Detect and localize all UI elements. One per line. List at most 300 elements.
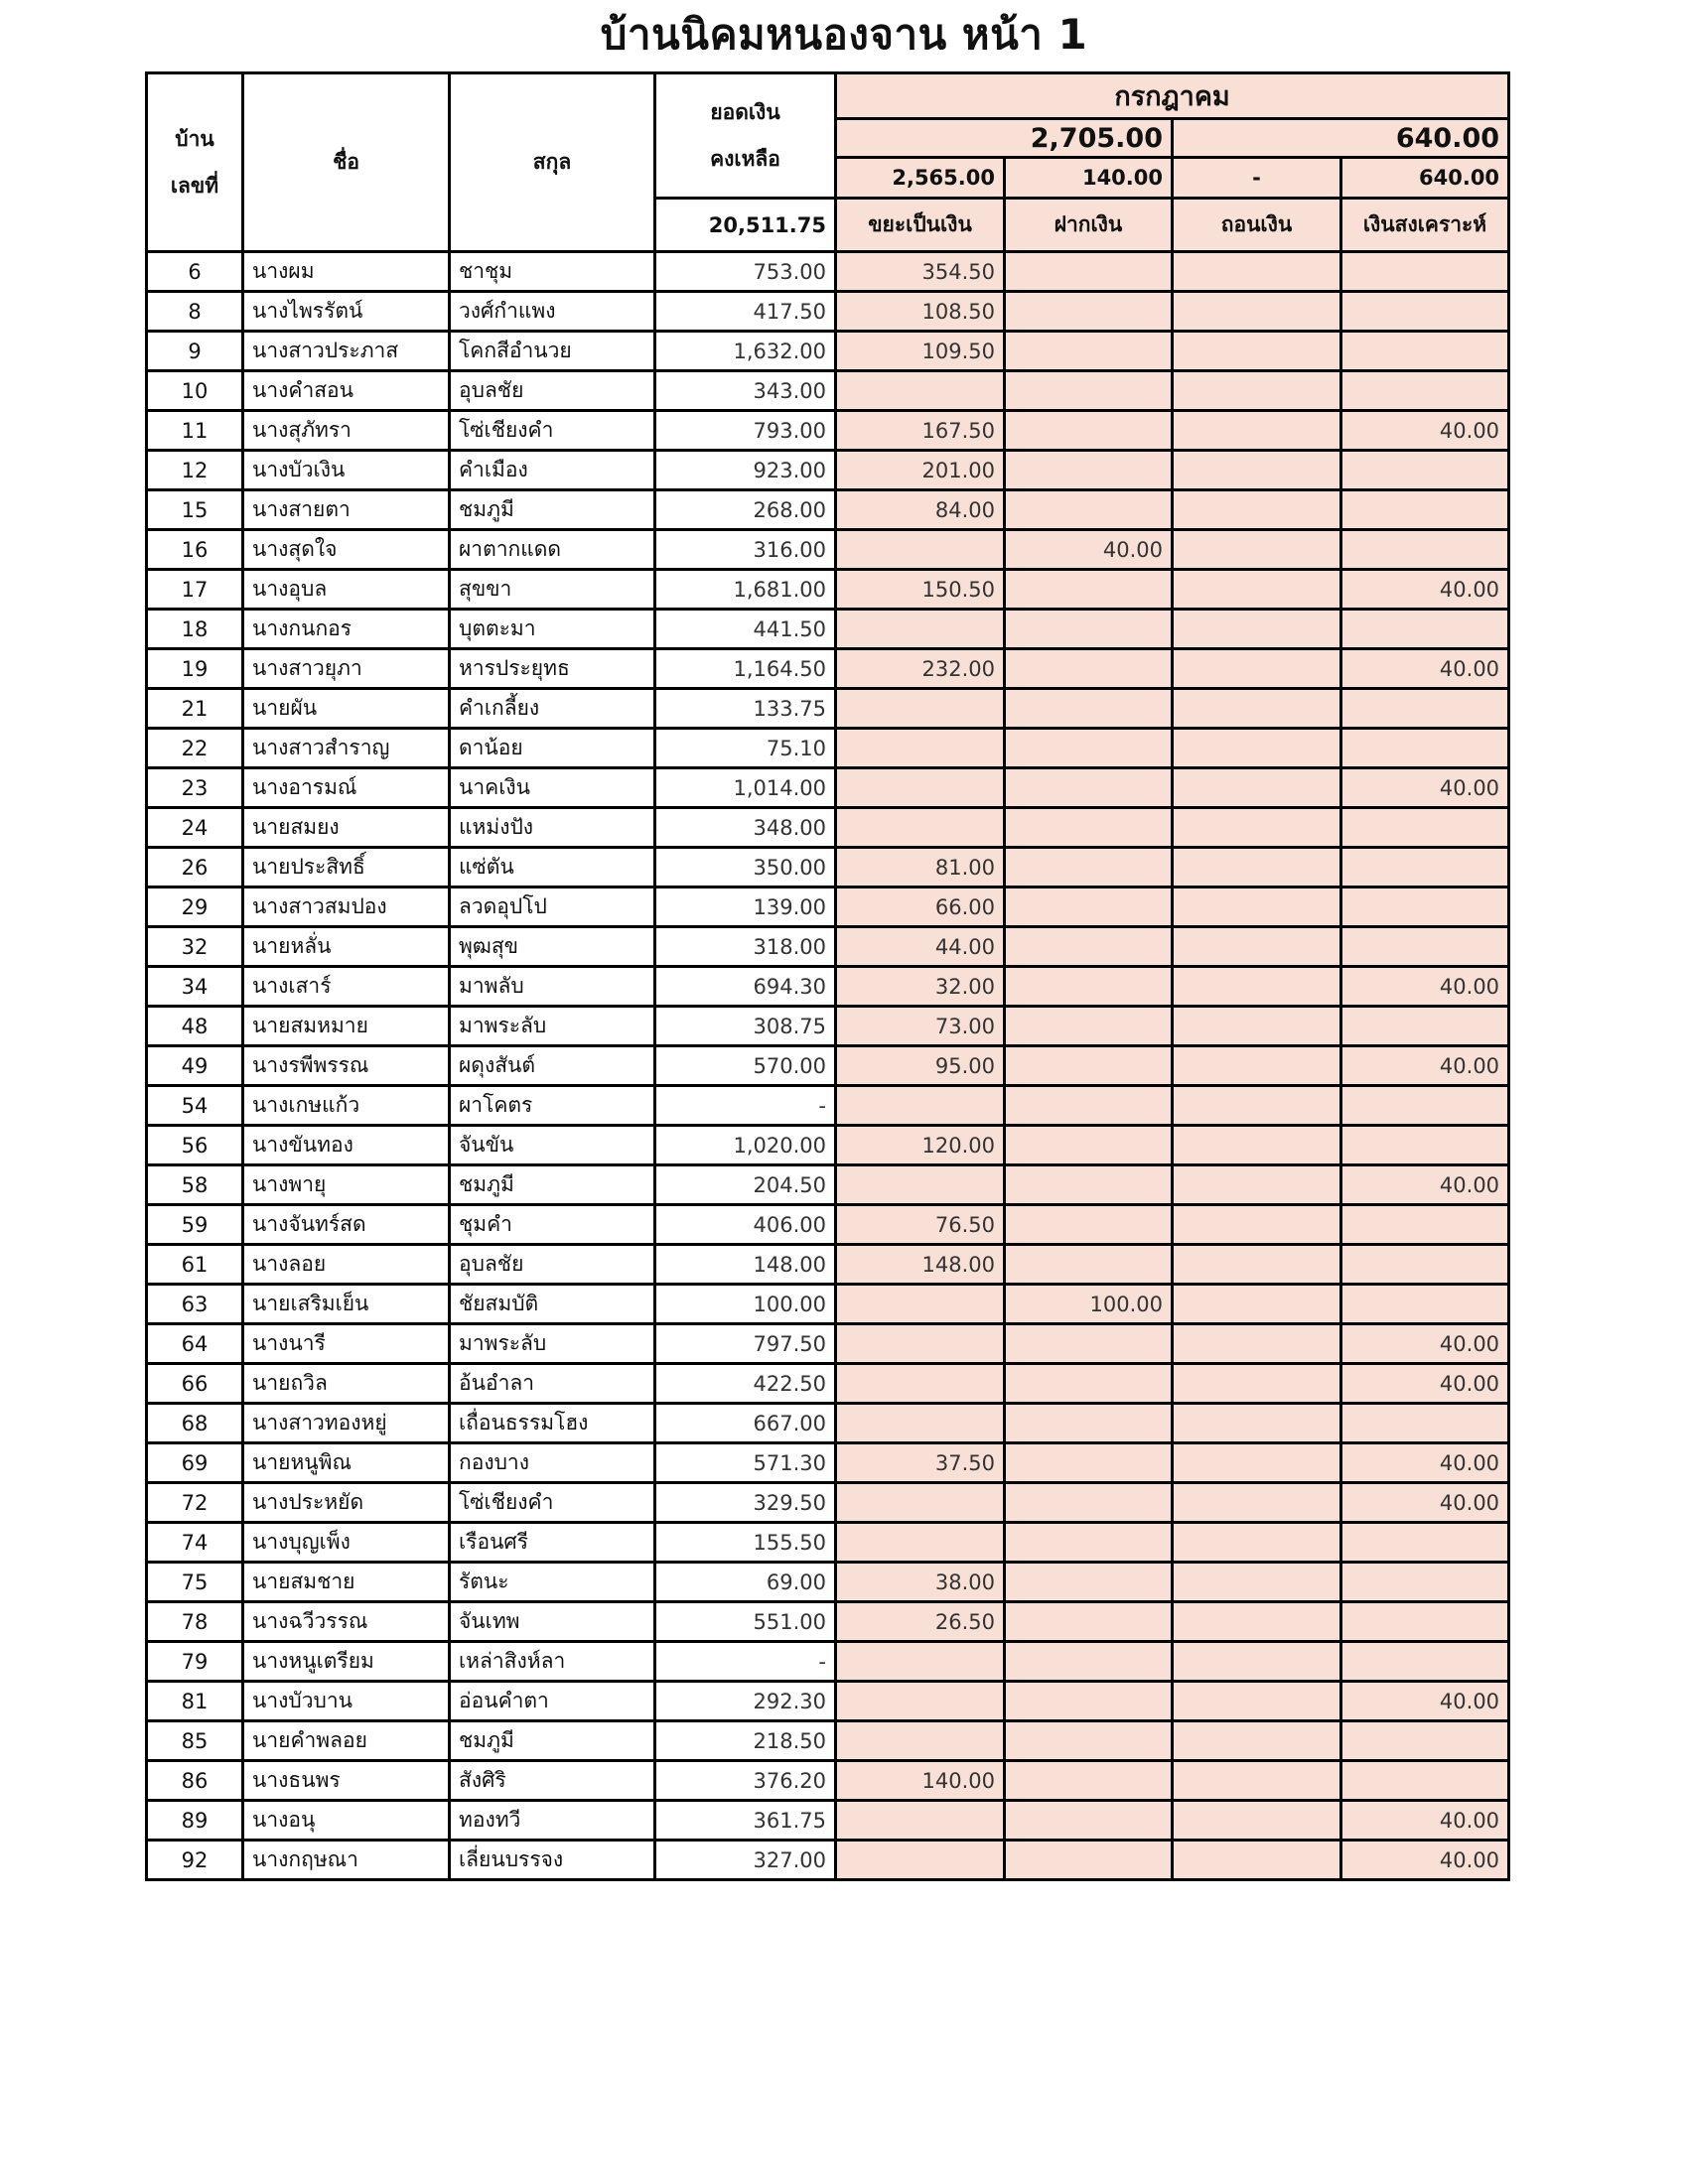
table-row (147, 729, 1509, 768)
cell-welfare (1341, 1404, 1509, 1443)
cell-balance: 1,632.00 (655, 332, 836, 371)
cell-surname: อุบลชัย (450, 371, 655, 411)
cell-name: นายผัน (243, 689, 450, 729)
cell-deposit (1005, 649, 1173, 689)
cell-name: นายสมยง (243, 808, 450, 848)
cell-withdraw (1173, 530, 1341, 570)
cell-garbage: 66.00 (836, 887, 1005, 927)
cell-deposit (1005, 1364, 1173, 1404)
table-row (147, 451, 1509, 490)
table-row (147, 1483, 1509, 1523)
balance-total: 20,511.75 (655, 199, 836, 252)
cell-garbage (836, 1801, 1005, 1841)
cell-balance: 793.00 (655, 411, 836, 451)
cell-welfare: 40.00 (1341, 1443, 1509, 1483)
subtotal-left: 2,705.00 (836, 119, 1173, 158)
cell-balance: 376.20 (655, 1761, 836, 1801)
cell-garbage: 95.00 (836, 1046, 1005, 1086)
cell-balance: 148.00 (655, 1245, 836, 1285)
cell-deposit (1005, 1324, 1173, 1364)
cell-withdraw (1173, 1285, 1341, 1324)
cell-welfare: 40.00 (1341, 1165, 1509, 1205)
cell-deposit (1005, 411, 1173, 451)
table-row (147, 1602, 1509, 1642)
cell-garbage (836, 1721, 1005, 1761)
cell-surname: สังศิริ (450, 1761, 655, 1801)
cell-surname: กองบาง (450, 1443, 655, 1483)
cell-withdraw (1173, 1364, 1341, 1404)
cell-deposit (1005, 887, 1173, 927)
cell-garbage (836, 1086, 1005, 1126)
cell-garbage: 84.00 (836, 490, 1005, 530)
table-row (147, 1205, 1509, 1245)
cell-house-no: 85 (147, 1721, 243, 1761)
table-row (147, 887, 1509, 927)
cell-name: นางเกษแก้ว (243, 1086, 450, 1126)
cell-surname: โซ่เชียงคำ (450, 411, 655, 451)
table-row (147, 1841, 1509, 1880)
cell-surname: คำเกลี้ยง (450, 689, 655, 729)
cell-welfare (1341, 848, 1509, 887)
cell-garbage (836, 1682, 1005, 1721)
cell-house-no: 63 (147, 1285, 243, 1324)
cell-withdraw (1173, 1404, 1341, 1443)
table-row (147, 768, 1509, 808)
cell-deposit (1005, 451, 1173, 490)
cell-welfare (1341, 729, 1509, 768)
table-row (147, 1324, 1509, 1364)
cell-withdraw (1173, 768, 1341, 808)
cell-welfare: 40.00 (1341, 570, 1509, 610)
cell-withdraw (1173, 411, 1341, 451)
col-deposit: ฝากเงิน (1005, 199, 1173, 252)
cell-balance: 923.00 (655, 451, 836, 490)
cell-withdraw (1173, 1443, 1341, 1483)
cell-withdraw (1173, 887, 1341, 927)
cell-garbage: 73.00 (836, 1007, 1005, 1046)
cell-surname: วงศ์กำแพง (450, 292, 655, 332)
cell-house-no: 16 (147, 530, 243, 570)
cell-welfare (1341, 689, 1509, 729)
col-welfare: เงินสงเคราะห์ (1341, 199, 1509, 252)
cell-surname: ชุมคำ (450, 1205, 655, 1245)
cell-garbage: 140.00 (836, 1761, 1005, 1801)
cell-balance: 318.00 (655, 927, 836, 967)
header-name: ชื่อ (243, 73, 450, 252)
cell-surname: สุขขา (450, 570, 655, 610)
cell-withdraw (1173, 927, 1341, 967)
cell-welfare (1341, 332, 1509, 371)
cell-garbage (836, 768, 1005, 808)
cell-surname: แซ่ตัน (450, 848, 655, 887)
cell-withdraw (1173, 1642, 1341, 1682)
cell-deposit (1005, 371, 1173, 411)
cell-withdraw (1173, 332, 1341, 371)
cell-house-no: 56 (147, 1126, 243, 1165)
total-garbage: 2,565.00 (836, 158, 1005, 199)
table-row (147, 1126, 1509, 1165)
cell-house-no: 10 (147, 371, 243, 411)
cell-name: นางบัวเงิน (243, 451, 450, 490)
table-row (147, 530, 1509, 570)
col-garbage: ขยะเป็นเงิน (836, 199, 1005, 252)
table-row (147, 1563, 1509, 1602)
cell-house-no: 54 (147, 1086, 243, 1126)
cell-deposit (1005, 1682, 1173, 1721)
cell-deposit (1005, 252, 1173, 292)
cell-deposit (1005, 610, 1173, 649)
cell-house-no: 9 (147, 332, 243, 371)
cell-surname: มาพระลับ (450, 1007, 655, 1046)
table-row (147, 1682, 1509, 1721)
cell-withdraw (1173, 1602, 1341, 1642)
cell-withdraw (1173, 1841, 1341, 1880)
cell-name: นายถวิล (243, 1364, 450, 1404)
cell-deposit (1005, 292, 1173, 332)
cell-withdraw (1173, 1046, 1341, 1086)
cell-surname: ชมภูมี (450, 1721, 655, 1761)
table-row (147, 1086, 1509, 1126)
cell-house-no: 69 (147, 1443, 243, 1483)
cell-welfare: 40.00 (1341, 768, 1509, 808)
cell-surname: ลวดอุปโป (450, 887, 655, 927)
cell-deposit (1005, 1563, 1173, 1602)
cell-house-no: 92 (147, 1841, 243, 1880)
cell-withdraw (1173, 1165, 1341, 1205)
cell-balance: 1,014.00 (655, 768, 836, 808)
table-row (147, 1165, 1509, 1205)
cell-balance: 348.00 (655, 808, 836, 848)
cell-garbage: 76.50 (836, 1205, 1005, 1245)
cell-welfare (1341, 1086, 1509, 1126)
cell-name: นางจันทร์สด (243, 1205, 450, 1245)
cell-surname: อ้นอำลา (450, 1364, 655, 1404)
cell-name: นางบัวบาน (243, 1682, 450, 1721)
cell-welfare (1341, 1761, 1509, 1801)
cell-welfare (1341, 808, 1509, 848)
cell-welfare: 40.00 (1341, 1364, 1509, 1404)
cell-deposit: 40.00 (1005, 530, 1173, 570)
cell-surname: มาพระลับ (450, 1324, 655, 1364)
cell-balance: 292.30 (655, 1682, 836, 1721)
cell-deposit (1005, 1245, 1173, 1285)
cell-garbage: 150.50 (836, 570, 1005, 610)
cell-balance: 139.00 (655, 887, 836, 927)
cell-name: นายหนูพิณ (243, 1443, 450, 1483)
cell-garbage (836, 808, 1005, 848)
header-house-no-line1: บ้าน (175, 126, 214, 151)
cell-name: นางอารมณ์ (243, 768, 450, 808)
table-row (147, 1285, 1509, 1324)
cell-balance: 343.00 (655, 371, 836, 411)
cell-deposit (1005, 689, 1173, 729)
cell-house-no: 72 (147, 1483, 243, 1523)
cell-name: นางสาวสมปอง (243, 887, 450, 927)
cell-name: นางเสาร์ (243, 967, 450, 1007)
cell-deposit (1005, 927, 1173, 967)
cell-withdraw (1173, 729, 1341, 768)
cell-garbage: 109.50 (836, 332, 1005, 371)
table-row (147, 570, 1509, 610)
cell-garbage (836, 1642, 1005, 1682)
col-withdraw: ถอนเงิน (1173, 199, 1341, 252)
cell-surname: รัตนะ (450, 1563, 655, 1602)
table-row (147, 610, 1509, 649)
cell-welfare (1341, 927, 1509, 967)
cell-balance: 308.75 (655, 1007, 836, 1046)
cell-surname: เรือนศรี (450, 1523, 655, 1563)
cell-withdraw (1173, 1682, 1341, 1721)
cell-garbage: 32.00 (836, 967, 1005, 1007)
cell-name: นางประหยัด (243, 1483, 450, 1523)
cell-balance: 1,681.00 (655, 570, 836, 610)
cell-surname: ชาชุม (450, 252, 655, 292)
cell-name: นางสุภัทรา (243, 411, 450, 451)
cell-deposit (1005, 1126, 1173, 1165)
cell-balance: 417.50 (655, 292, 836, 332)
cell-surname: ชมภูมี (450, 1165, 655, 1205)
cell-surname: หารประยุทธ (450, 649, 655, 689)
cell-garbage (836, 689, 1005, 729)
cell-house-no: 79 (147, 1642, 243, 1682)
cell-garbage: 38.00 (836, 1563, 1005, 1602)
cell-withdraw (1173, 1563, 1341, 1602)
cell-name: นางผม (243, 252, 450, 292)
cell-withdraw (1173, 967, 1341, 1007)
cell-garbage (836, 1364, 1005, 1404)
cell-balance: 218.50 (655, 1721, 836, 1761)
cell-house-no: 68 (147, 1404, 243, 1443)
cell-surname: นาคเงิน (450, 768, 655, 808)
cell-balance: 1,020.00 (655, 1126, 836, 1165)
cell-withdraw (1173, 1324, 1341, 1364)
cell-balance: 316.00 (655, 530, 836, 570)
cell-house-no: 64 (147, 1324, 243, 1364)
header-house-no-line2: เลขที่ (170, 173, 219, 198)
cell-welfare (1341, 1642, 1509, 1682)
cell-deposit (1005, 1642, 1173, 1682)
cell-welfare (1341, 490, 1509, 530)
cell-withdraw (1173, 1245, 1341, 1285)
table-row (147, 649, 1509, 689)
cell-withdraw (1173, 848, 1341, 887)
cell-house-no: 21 (147, 689, 243, 729)
cell-name: นางขันทอง (243, 1126, 450, 1165)
cell-withdraw (1173, 1086, 1341, 1126)
cell-house-no: 86 (147, 1761, 243, 1801)
cell-house-no: 66 (147, 1364, 243, 1404)
cell-garbage (836, 1285, 1005, 1324)
cell-withdraw (1173, 371, 1341, 411)
cell-deposit (1005, 1721, 1173, 1761)
cell-balance: 441.50 (655, 610, 836, 649)
cell-garbage (836, 1165, 1005, 1205)
table-row (147, 1443, 1509, 1483)
cell-name: นางนารี (243, 1324, 450, 1364)
cell-name: นางบุญเพ็ง (243, 1523, 450, 1563)
cell-welfare (1341, 371, 1509, 411)
cell-garbage: 148.00 (836, 1245, 1005, 1285)
table-row (147, 1523, 1509, 1563)
cell-garbage: 201.00 (836, 451, 1005, 490)
cell-name: นางกนกอร (243, 610, 450, 649)
cell-surname: ชมภูมี (450, 490, 655, 530)
cell-deposit (1005, 1841, 1173, 1880)
table-row (147, 332, 1509, 371)
cell-welfare: 40.00 (1341, 1841, 1509, 1880)
cell-deposit (1005, 1086, 1173, 1126)
cell-deposit (1005, 1046, 1173, 1086)
table-row (147, 490, 1509, 530)
cell-welfare (1341, 1007, 1509, 1046)
cell-name: นางอุบล (243, 570, 450, 610)
cell-house-no: 81 (147, 1682, 243, 1721)
cell-balance: - (655, 1086, 836, 1126)
cell-withdraw (1173, 1007, 1341, 1046)
cell-garbage (836, 1483, 1005, 1523)
cell-surname: ผดุงสันต์ (450, 1046, 655, 1086)
cell-house-no: 11 (147, 411, 243, 451)
cell-withdraw (1173, 451, 1341, 490)
cell-deposit: 100.00 (1005, 1285, 1173, 1324)
cell-house-no: 89 (147, 1801, 243, 1841)
cell-house-no: 22 (147, 729, 243, 768)
cell-welfare: 40.00 (1341, 1324, 1509, 1364)
cell-house-no: 58 (147, 1165, 243, 1205)
header-surname: สกุล (450, 73, 655, 252)
cell-garbage: 26.50 (836, 1602, 1005, 1642)
cell-surname: ผาโคตร (450, 1086, 655, 1126)
table-row (147, 1761, 1509, 1801)
cell-house-no: 34 (147, 967, 243, 1007)
cell-deposit (1005, 729, 1173, 768)
cell-name: นายสมหมาย (243, 1007, 450, 1046)
cell-name: นางสาวสำราญ (243, 729, 450, 768)
cell-garbage (836, 1841, 1005, 1880)
table-row (147, 411, 1509, 451)
cell-garbage: 44.00 (836, 927, 1005, 967)
cell-house-no: 29 (147, 887, 243, 927)
cell-garbage (836, 1324, 1005, 1364)
cell-welfare: 40.00 (1341, 967, 1509, 1007)
cell-deposit (1005, 808, 1173, 848)
subtotal-right: 640.00 (1173, 119, 1509, 158)
cell-name: นางสาวยุภา (243, 649, 450, 689)
cell-house-no: 8 (147, 292, 243, 332)
cell-withdraw (1173, 610, 1341, 649)
cell-name: นางสุดใจ (243, 530, 450, 570)
cell-deposit (1005, 1602, 1173, 1642)
table-row (147, 1007, 1509, 1046)
cell-surname: ดาน้อย (450, 729, 655, 768)
cell-withdraw (1173, 292, 1341, 332)
cell-name: นางรพีพรรณ (243, 1046, 450, 1086)
cell-garbage: 354.50 (836, 252, 1005, 292)
cell-name: นางสาวประภาส (243, 332, 450, 371)
cell-name: นายเสริมเย็น (243, 1285, 450, 1324)
cell-balance: 406.00 (655, 1205, 836, 1245)
total-withdraw: - (1173, 158, 1341, 199)
cell-withdraw (1173, 808, 1341, 848)
cell-balance: 75.10 (655, 729, 836, 768)
cell-house-no: 26 (147, 848, 243, 887)
table-row (147, 689, 1509, 729)
cell-house-no: 6 (147, 252, 243, 292)
table-row (147, 848, 1509, 887)
table-row (147, 1046, 1509, 1086)
cell-surname: อุบลชัย (450, 1245, 655, 1285)
cell-surname: มาพลับ (450, 967, 655, 1007)
cell-balance: 327.00 (655, 1841, 836, 1880)
cell-house-no: 59 (147, 1205, 243, 1245)
cell-house-no: 18 (147, 610, 243, 649)
cell-surname: จันเทพ (450, 1602, 655, 1642)
cell-deposit (1005, 1523, 1173, 1563)
table-row (147, 927, 1509, 967)
cell-deposit (1005, 1007, 1173, 1046)
cell-welfare (1341, 530, 1509, 570)
cell-deposit (1005, 1165, 1173, 1205)
cell-deposit (1005, 768, 1173, 808)
cell-withdraw (1173, 570, 1341, 610)
cell-surname: คำเมือง (450, 451, 655, 490)
cell-withdraw (1173, 1761, 1341, 1801)
page-title: บ้านนิคมหนองจาน หน้า 1 (600, 10, 1088, 59)
cell-name: นางไพรรัตน์ (243, 292, 450, 332)
cell-deposit (1005, 967, 1173, 1007)
cell-name: นางธนพร (243, 1761, 450, 1801)
cell-garbage (836, 729, 1005, 768)
table-row (147, 252, 1509, 292)
cell-welfare (1341, 1602, 1509, 1642)
cell-balance: 753.00 (655, 252, 836, 292)
cell-balance: 268.00 (655, 490, 836, 530)
cell-house-no: 48 (147, 1007, 243, 1046)
table-row (147, 1642, 1509, 1682)
table-row (147, 1801, 1509, 1841)
cell-house-no: 24 (147, 808, 243, 848)
header-balance (655, 73, 836, 199)
cell-welfare (1341, 1563, 1509, 1602)
cell-garbage (836, 530, 1005, 570)
cell-surname: เถื่อนธรรมโฮง (450, 1404, 655, 1443)
cell-house-no: 19 (147, 649, 243, 689)
cell-balance: 667.00 (655, 1404, 836, 1443)
cell-surname: ผาตากแดด (450, 530, 655, 570)
cell-withdraw (1173, 1801, 1341, 1841)
cell-surname: จันขัน (450, 1126, 655, 1165)
cell-house-no: 49 (147, 1046, 243, 1086)
cell-welfare (1341, 1205, 1509, 1245)
cell-balance: 69.00 (655, 1563, 836, 1602)
cell-garbage: 37.50 (836, 1443, 1005, 1483)
cell-deposit (1005, 1801, 1173, 1841)
cell-surname: ชัยสมบัติ (450, 1285, 655, 1324)
table-row (147, 1404, 1509, 1443)
cell-name: นางลอย (243, 1245, 450, 1285)
cell-welfare (1341, 1721, 1509, 1761)
cell-garbage: 232.00 (836, 649, 1005, 689)
cell-balance: 694.30 (655, 967, 836, 1007)
cell-welfare (1341, 292, 1509, 332)
cell-house-no: 75 (147, 1563, 243, 1602)
cell-welfare: 40.00 (1341, 649, 1509, 689)
cell-welfare (1341, 252, 1509, 292)
cell-withdraw (1173, 1721, 1341, 1761)
cell-name: นางหนูเตรียม (243, 1642, 450, 1682)
cell-deposit (1005, 570, 1173, 610)
cell-house-no: 74 (147, 1523, 243, 1563)
